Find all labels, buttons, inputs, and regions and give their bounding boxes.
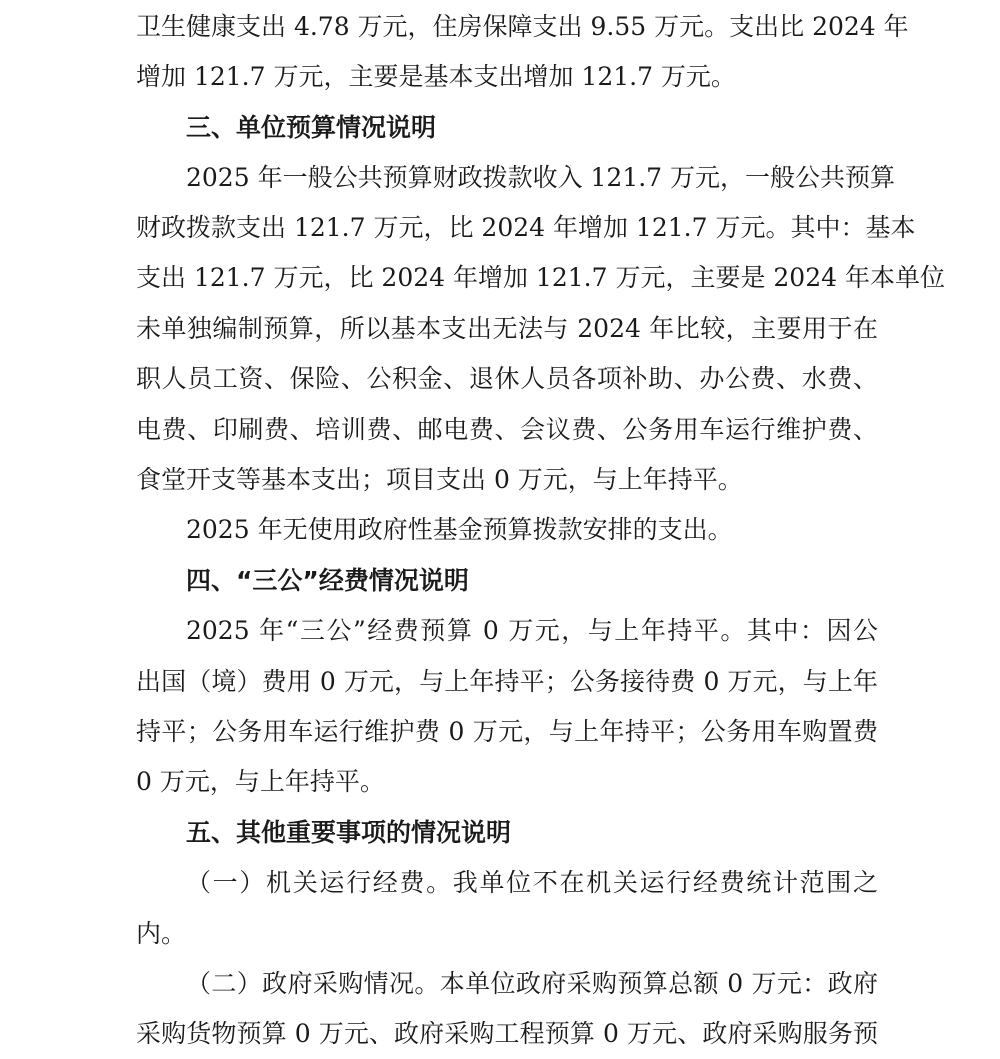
paragraph-line: 食堂开支等基本支出；项目支出 0 万元，与上年持平。 [136,465,743,494]
paragraph-line: 卫生健康支出 4.78 万元，住房保障支出 9.55 万元。支出比 2024 年 [136,12,909,41]
paragraph-line: 内。 [136,919,187,948]
paragraph-line: 出国（境）费用 0 万元，与上年持平；公务接待费 0 万元，与上年 [136,667,878,696]
section-heading: 四、“三公”经费情况说明 [186,566,469,595]
paragraph-line: 未单独编制预算，所以基本支出无法与 2024 年比较，主要用于在 [136,314,878,343]
paragraph-line: 2025 年一般公共预算财政拨款收入 121.7 万元，一般公共预算 [186,163,896,192]
paragraph-line: 采购货物预算 0 万元、政府采购工程预算 0 万元、政府采购服务预 [136,1019,878,1048]
paragraph-line: （二）政府采购情况。本单位政府采购预算总额 0 万元：政府 [186,969,878,998]
section-heading: 三、单位预算情况说明 [186,113,437,142]
paragraph-line: 0 万元，与上年持平。 [136,767,385,796]
paragraph-line: 电费、印刷费、培训费、邮电费、会议费、公务用车运行维护费、 [136,415,878,444]
paragraph-line: （一）机关运行经费。我单位不在机关运行经费统计范围之 [186,868,878,897]
section-heading: 五、其他重要事项的情况说明 [186,818,512,847]
paragraph-line: 增加 121.7 万元，主要是基本支出增加 121.7 万元。 [136,62,736,91]
paragraph-line: 职人员工资、保险、公积金、退休人员各项补助、办公费、水费、 [136,364,878,393]
paragraph-line: 财政拨款支出 121.7 万元，比 2024 年增加 121.7 万元。其中：基本 [136,213,916,242]
paragraph-line: 2025 年无使用政府性基金预算拨款安排的支出。 [186,515,733,544]
paragraph-line: 2025 年“三公”经费预算 0 万元，与上年持平。其中：因公 [186,616,878,645]
paragraph-line: 支出 121.7 万元，比 2024 年增加 121.7 万元，主要是 2024 年本单位 [136,263,945,292]
paragraph-line: 持平；公务用车运行维护费 0 万元，与上年持平；公务用车购置费 [136,717,878,746]
